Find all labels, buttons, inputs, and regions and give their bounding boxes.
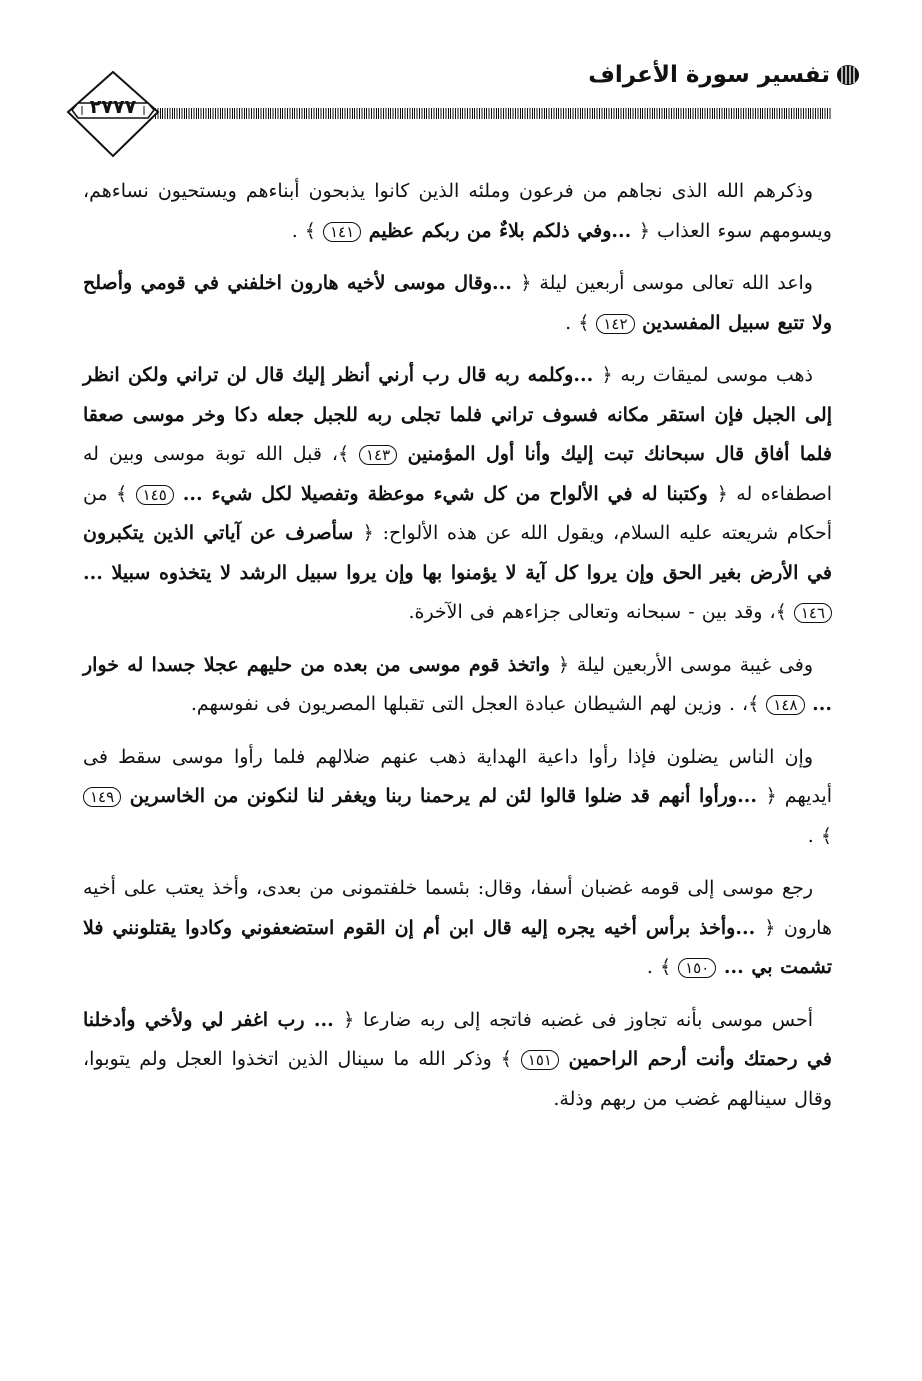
commentary-text: ذهب موسى لميقات ربه: [612, 364, 813, 386]
quran-quote: سأصرف عن آياتي الذين يتكبرون في الأرض بغير الحق وإن يروا كل آية لا يؤمنوا بها وإن يروا سبيل الرشد لا يتخذوه سبيلا ...: [83, 522, 832, 584]
paragraph: [83, 172, 832, 251]
commentary-text: ، قبل الله توبة موسى وبين له اصطفاءه له: [83, 443, 832, 505]
ornate-bracket: ﴿: [638, 219, 651, 242]
paragraph: [83, 646, 832, 725]
verse-number-badge: ١٤٨: [766, 695, 804, 715]
verse-number-badge: ١٤١: [323, 222, 361, 242]
commentary-text: رجع موسى إلى قومه غضبان أسفا، وقال: بئسما خلفتمونى من بعدى، وأخذ يعتب على أخيه هارون: [83, 877, 832, 939]
ornate-bracket: ﴿: [362, 522, 374, 544]
commentary-text: وذكر الله ما سينال الذين اتخذوا العجل ولم يتوبوا، وقال سينالهم غضب من ربهم وذلة.: [83, 1048, 832, 1110]
verse-number-badge: ١٤٥: [136, 485, 174, 505]
commentary-text: .: [646, 956, 660, 978]
body-text: [83, 172, 832, 1132]
ornate-bracket: ﴿: [601, 364, 613, 386]
verse-number-badge: ١٥٠: [678, 958, 716, 978]
quran-quote: وكتبنا له في الألواح من كل شيء موعظة وتفصيلا لكل شيء ...: [173, 482, 717, 505]
ornament-icon: [836, 64, 860, 86]
ornate-bracket: ﴿: [343, 1008, 355, 1031]
commentary-text: أحس موسى بأنه تجاوز فى غضبه فاتجه إلى ربه ضارعا: [354, 1008, 813, 1031]
commentary-text: وذكرهم الله الذى نجاهم من فرعون وملئه الذين كانوا يذبحون أبناءهم ويستحيون نساءهم، ويسومهم سوء العذاب: [83, 180, 832, 242]
verse-number-badge: ١٤٢: [596, 314, 634, 334]
verse-number-badge: ١٥١: [521, 1050, 559, 1070]
commentary-text: .: [291, 219, 305, 242]
verse-number-badge: ١٤٦: [794, 603, 832, 623]
running-header-title: تفسير سورة الأعراف: [588, 62, 830, 88]
ornate-bracket: ﴿: [558, 653, 570, 676]
commentary-text: .: [565, 311, 579, 334]
ornate-bracket: ﴿: [520, 272, 532, 294]
ornate-bracket: ﴾: [500, 1048, 521, 1070]
commentary-text: .: [807, 824, 821, 847]
ornate-bracket: ﴾: [116, 482, 136, 505]
header-rule-divider: [155, 108, 832, 119]
ornate-bracket: ﴿: [764, 916, 776, 939]
commentary-text: ، وقد بين - سبحانه وتعالى جزاءهم فى الآخرة.: [408, 601, 776, 623]
quran-quote: واتخذ قوم موسى من بعده من حليهم عجلا جسدا له خوار ...: [83, 653, 832, 715]
paragraph: [83, 738, 832, 857]
quran-quote: ...وقال موسى لأخيه هارون اخلفني في قومي وأصلح ولا تتبع سبيل المفسدين: [83, 272, 832, 334]
paragraph: [83, 264, 832, 343]
quran-quote: ... رب اغفر لي ولأخي وأدخلنا في رحمتك وأنت أرحم الراحمين: [83, 1008, 832, 1070]
commentary-text: وفى غيبة موسى الأربعين ليلة: [569, 653, 813, 676]
verse-number-badge: ١٤٣: [359, 445, 397, 465]
ornate-bracket: ﴾: [748, 693, 767, 715]
ornate-bracket: ﴾: [659, 956, 679, 978]
commentary-text: وإن الناس يضلون فإذا رأوا داعية الهداية ذهب عنهم ضلالهم فلما رأوا موسى سقط فى أيديهم: [83, 745, 832, 807]
paragraph: [83, 869, 832, 988]
ornate-bracket: ﴾: [337, 443, 359, 465]
commentary-text: واعد الله تعالى موسى أربعين ليلة: [531, 272, 813, 294]
ornate-bracket: ﴾: [304, 219, 323, 242]
paragraph: [83, 1001, 832, 1120]
paragraph: [83, 356, 832, 633]
ornate-bracket: ﴿: [716, 482, 728, 505]
ornate-bracket: ﴾: [775, 601, 794, 623]
quran-quote: ...وكلمه ربه قال رب أرني أنظر إليك قال لن تراني ولكن انظر إلى الجبل فإن استقر مكانه فسوف تراني فلما تجلى ربه للجبل جعله دكا وخر موسى صعقا فلما أفاق قال سبحانك تبت إليك وأنا أول المؤمنين: [83, 364, 832, 465]
verse-number-badge: ١٤٩: [83, 787, 121, 807]
quran-quote: ...وأخذ برأس أخيه يجره إليه قال ابن أم إن القوم استضعفوني وكادوا يقتلونني فلا تشمت بي ...: [83, 916, 832, 978]
page-number: ٢٧٧٧: [89, 96, 137, 118]
commentary-text: من أحكام شريعته عليه السلام، ويقول الله عن هذه الألواح:: [83, 482, 833, 544]
quran-quote: ...ورأوا أنهم قد ضلوا قالوا لئن لم يرحمنا ربنا ويغفر لنا لنكونن من الخاسرين: [121, 785, 766, 807]
commentary-text: ، . وزين لهم الشيطان عبادة العجل التى تقبلها المصريون فى نفوسهم.: [190, 693, 749, 715]
ornate-bracket: ﴿: [765, 785, 777, 807]
quran-quote: ...وفي ذلكم بلاءٌ من ربكم عظيم: [361, 219, 639, 242]
ornate-bracket: ﴾: [578, 311, 597, 334]
ornate-bracket: ﴾: [820, 824, 832, 847]
